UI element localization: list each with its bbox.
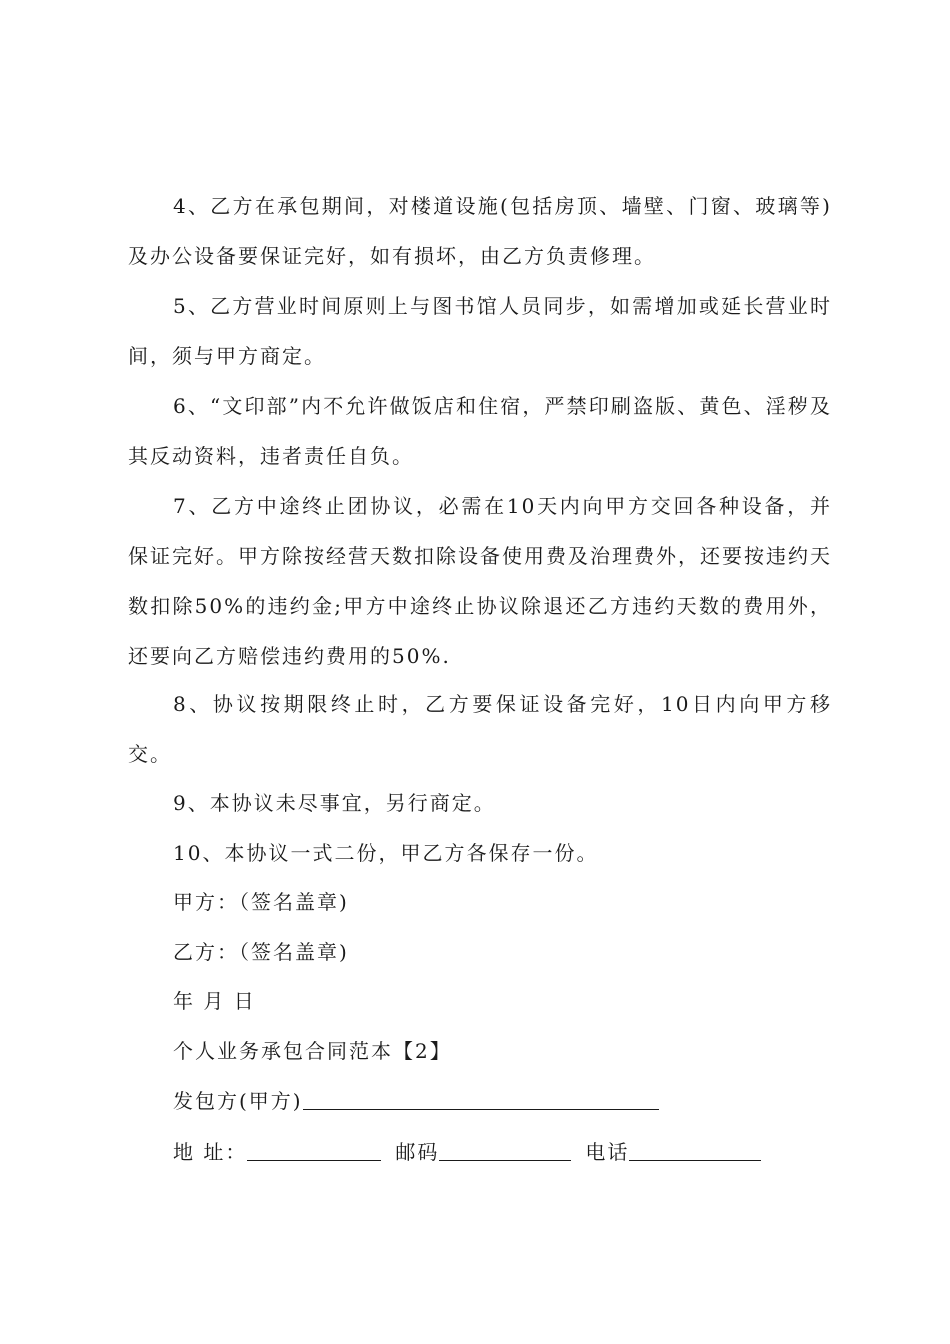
address-blank[interactable] xyxy=(247,1136,381,1161)
issuer-blank[interactable] xyxy=(303,1085,659,1110)
address-label: 地 址： xyxy=(173,1140,248,1164)
clause-10: 10、本协议一式二份，甲乙方各保存一份。 xyxy=(173,841,599,865)
party-a-signature: 甲方：（签名盖章) xyxy=(173,890,349,914)
issuer-line xyxy=(173,1076,659,1126)
phone-blank[interactable] xyxy=(629,1136,761,1161)
signature-date: 年 月 日 xyxy=(173,989,256,1013)
section-2-title: 个人业务承包合同范本【2】 xyxy=(173,1039,452,1063)
issuer-label: 发包方(甲方) xyxy=(173,1089,303,1113)
postcode-blank[interactable] xyxy=(439,1136,571,1161)
clause-8: 8、协议按期限终止时，乙方要保证设备完好，10日内向甲方移交。 xyxy=(128,692,832,766)
clause-4: 4、乙方在承包期间，对楼道设施(包括房顶、墙壁、门窗、玻璃等)及办公设备要保证完好，如有损坏，由乙方负责修理。 xyxy=(128,194,832,268)
phone-label: 电话 xyxy=(585,1140,630,1164)
address-line xyxy=(173,1127,761,1177)
clause-9: 9、本协议未尽事宜，另行商定。 xyxy=(173,791,496,815)
postcode-label: 邮码 xyxy=(395,1140,440,1164)
clause-6: 6、“文印部”内不允许做饭店和住宿，严禁印刷盗版、黄色、淫秽及其反动资料，违者责任自负。 xyxy=(128,394,832,468)
clause-7: 7、乙方中途终止团协议，必需在10天内向甲方交回各种设备，并保证完好。甲方除按经营天数扣除设备使用费及治理费外，还要按违约天数扣除50%的违约金;甲方中途终止协议除退还乙方违约天数的费用外，还要向乙方赔偿违约费用的50%. xyxy=(128,494,832,668)
clause-5: 5、乙方营业时间原则上与图书馆人员同步，如需增加或延长营业时间，须与甲方商定。 xyxy=(128,294,832,368)
party-b-signature: 乙方：（签名盖章) xyxy=(173,940,349,964)
